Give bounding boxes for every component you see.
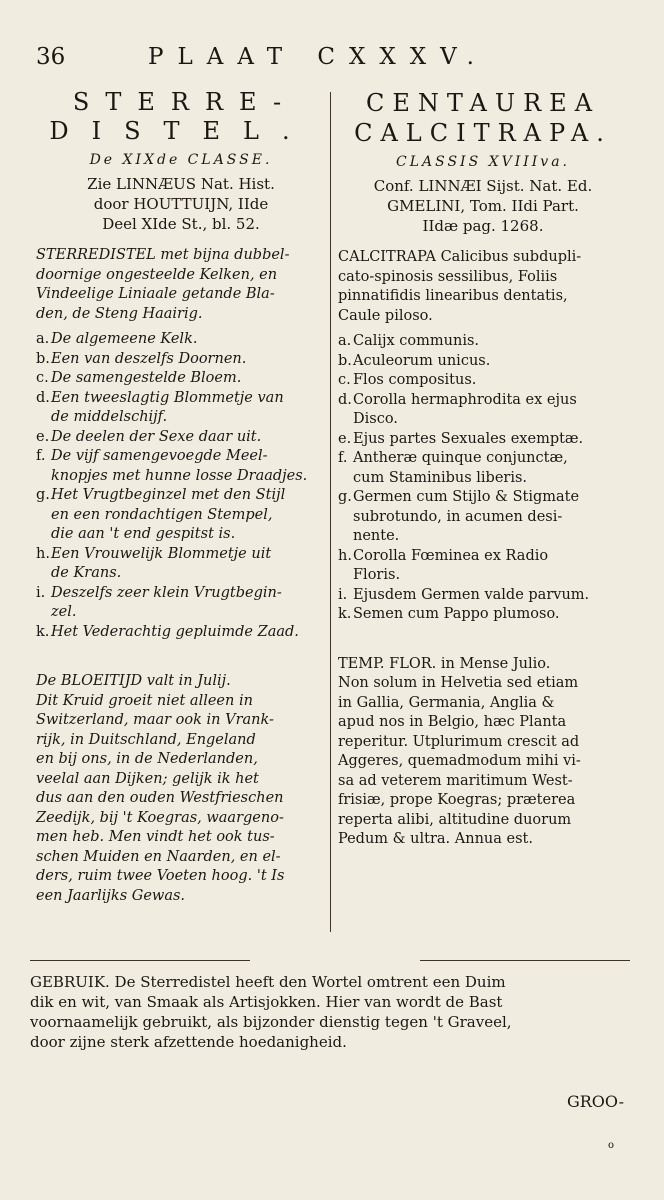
- part-item: [36, 350, 326, 370]
- dutch-flowering-line: en bij ons, in de Nederlanden,: [36, 751, 258, 767]
- latin-flowering-line: sa ad veterem maritimum West-: [338, 772, 573, 789]
- part-text: [51, 486, 326, 545]
- part-item: [338, 332, 628, 352]
- part-text: [353, 449, 628, 488]
- part-item: [36, 545, 326, 584]
- latin-desc-line: cato-spinosis sessilibus, Foliis: [338, 268, 558, 285]
- latin-name-line1: CENTAUREA: [365, 89, 601, 117]
- part-letter: k.: [338, 606, 352, 622]
- part-text: [353, 332, 628, 352]
- dutch-desc-line: den, de Steng Haairig.: [36, 305, 203, 322]
- part-text: [51, 369, 326, 389]
- dutch-class: De XIXde CLASSE.: [89, 152, 273, 168]
- part-text-line: Een Vrouwelijk Blommetje uit: [51, 545, 272, 562]
- part-letter: g.: [338, 489, 352, 505]
- part-letter: h.: [36, 545, 50, 562]
- part-letter: h.: [338, 547, 352, 564]
- part-item: [338, 430, 628, 450]
- part-text-line: De samengestelde Bloem.: [51, 370, 242, 386]
- latin-desc-line: pinnatifidis linearibus dentatis,: [338, 288, 568, 304]
- latin-flowering-line: Aggeres, quemadmodum mihi vi-: [338, 753, 581, 769]
- dutch-flowering-line: dus aan den ouden Westfrieschen: [36, 790, 284, 806]
- part-item: [36, 623, 326, 643]
- part-letter: g.: [36, 487, 50, 503]
- part-text-line: Floris.: [353, 567, 401, 583]
- part-item: [338, 371, 628, 391]
- dutch-flowering-line: een Jaarlijks Gewas.: [36, 887, 186, 904]
- part-letter: e.: [338, 430, 352, 447]
- part-text-line: Corolla Fœminea ex Radio: [353, 547, 549, 564]
- latin-ref-line: IIdæ pag. 1268.: [422, 217, 544, 235]
- part-letter: d.: [338, 391, 352, 408]
- usage-line: GEBRUIK. De Sterredistel heeft den Wortel omtrent een Duim: [30, 973, 506, 991]
- dutch-name-line2: DISTEL.: [49, 117, 313, 145]
- part-item: [36, 428, 326, 448]
- part-text: [353, 371, 628, 391]
- part-text-line: knopjes met hunne losse Draadjes.: [51, 467, 308, 484]
- part-item: [36, 447, 326, 486]
- dutch-desc-line: doornige ongesteelde Kelken, en: [36, 266, 278, 283]
- part-letter: d.: [36, 389, 50, 406]
- latin-name-line2: CALCITRAPA.: [354, 119, 612, 147]
- part-text-line: Semen cum Pappo plumoso.: [353, 606, 560, 622]
- dutch-flowering-line: veelal aan Dijken; gelijk ik het: [36, 770, 259, 787]
- horizontal-rule-left: [30, 960, 250, 961]
- part-item: [338, 488, 628, 547]
- part-text-line: nente.: [353, 528, 400, 544]
- part-text: [51, 428, 326, 448]
- plate-title: PLAAT CXXXV.: [148, 44, 488, 70]
- signature-mark: o: [607, 1140, 614, 1151]
- part-text: [51, 447, 326, 486]
- dutch-flowering-line: Switzerland, maar ook in Vrank-: [36, 712, 274, 728]
- part-text-line: cum Staminibus liberis.: [353, 469, 528, 486]
- latin-flowering-line: reperitur. Utplurimum crescit ad: [338, 733, 580, 750]
- part-text: [51, 330, 326, 350]
- part-text-line: Calijx communis.: [353, 333, 480, 349]
- part-letter: k.: [36, 623, 50, 640]
- part-item: [36, 369, 326, 389]
- part-text-line: die aan 't end gespitst is.: [51, 526, 236, 542]
- part-text-line: zel.: [51, 604, 77, 620]
- page-number: 36: [36, 44, 66, 70]
- part-text-line: Antheræ quinque conjunctæ,: [353, 450, 568, 466]
- part-letter: f.: [338, 450, 348, 466]
- part-text: [353, 488, 628, 547]
- latin-flowering-line: reperta alibi, altitudine duorum: [338, 811, 572, 828]
- part-text: [51, 389, 326, 428]
- dutch-ref-line: Zie LINNÆUS Nat. Hist.: [87, 175, 275, 193]
- part-text: [353, 430, 628, 450]
- part-text: [51, 350, 326, 370]
- part-item: [36, 389, 326, 428]
- part-item: [338, 605, 628, 625]
- part-text: [353, 605, 628, 625]
- catchword: GROO-: [566, 1092, 624, 1111]
- dutch-flowering-line: schen Muiden en Naarden, en el-: [36, 848, 281, 865]
- dutch-description: [36, 246, 326, 324]
- part-text-line: subrotundo, in acumen desi-: [353, 508, 563, 525]
- dutch-desc-line: Vindeelige Liniaale getande Bla-: [36, 286, 275, 302]
- part-text: [51, 623, 326, 643]
- part-text-line: Ejus partes Sexuales exemptæ.: [353, 430, 584, 447]
- part-text-line: Flos compositus.: [353, 372, 477, 388]
- part-letter: c.: [36, 370, 49, 386]
- latin-desc-line: CALCITRAPA Calicibus subdupli-: [338, 249, 582, 265]
- latin-flowering-line: in Gallia, Germania, Anglia &: [338, 694, 555, 711]
- part-text-line: Aculeorum unicus.: [353, 352, 491, 369]
- part-text: [353, 586, 628, 606]
- latin-reference: [338, 176, 628, 236]
- dutch-flowering-line: Zeedijk, bij 't Koegras, waargeno-: [36, 809, 284, 826]
- latin-column: [338, 88, 628, 850]
- latin-ref-line: GMELINI, Tom. IIdi Part.: [387, 197, 579, 215]
- dutch-ref-line: Deel XIde St., bl. 52.: [102, 215, 260, 233]
- latin-flowering-line: apud nos in Belgio, hæc Planta: [338, 714, 567, 730]
- latin-desc-line: Caule piloso.: [338, 307, 433, 324]
- dutch-desc-line: STERREDISTEL met bijna dubbel-: [36, 247, 290, 263]
- dutch-name-line1: STERRE-: [72, 88, 298, 116]
- part-letter: b.: [338, 352, 352, 369]
- part-item: [338, 391, 628, 430]
- part-text-line: en een rondachtigen Stempel,: [51, 506, 273, 523]
- usage-line: dik en wit, van Smaak als Artisjokken. Hier van wordt de Bast: [30, 993, 503, 1011]
- part-text-line: Disco.: [353, 411, 398, 427]
- part-text: [51, 584, 326, 623]
- part-letter: a.: [36, 331, 50, 347]
- column-divider: [330, 92, 331, 932]
- part-letter: i.: [338, 586, 348, 603]
- latin-flowering-line: TEMP. FLOR. in Mense Julio.: [338, 655, 551, 672]
- dutch-parts-list: [36, 330, 326, 642]
- part-item: [36, 486, 326, 545]
- dutch-reference: [36, 174, 326, 234]
- part-text-line: Ejusdem Germen valde parvum.: [353, 586, 590, 603]
- part-item: [338, 547, 628, 586]
- latin-parts-list: [338, 332, 628, 625]
- part-text-line: de middelschijf.: [51, 409, 168, 425]
- latin-flowering-text: [338, 655, 628, 850]
- part-item: [338, 449, 628, 488]
- dutch-flowering-line: Dit Kruid groeit niet alleen in: [36, 692, 253, 709]
- usage-paragraph: [30, 972, 630, 1052]
- latin-class: CLASSIS XVIIIva.: [396, 154, 570, 170]
- part-text-line: Corolla hermaphrodita ex ejus: [353, 391, 577, 408]
- part-text-line: Het Vederachtig gepluimde Zaad.: [51, 623, 299, 640]
- usage-line: voornaamelijk gebruikt, als bijzonder dienstig tegen 't Graveel,: [30, 1013, 512, 1031]
- part-text-line: De algemeene Kelk.: [51, 331, 198, 347]
- dutch-flowering-line: rijk, in Duitschland, Engeland: [36, 731, 256, 748]
- latin-ref-line: Conf. LINNÆI Sijst. Nat. Ed.: [373, 177, 593, 195]
- part-letter: a.: [338, 333, 352, 349]
- part-text: [353, 391, 628, 430]
- latin-flowering-line: Non solum in Helvetia sed etiam: [338, 675, 579, 691]
- part-text-line: Een van deszelfs Doornen.: [51, 350, 247, 367]
- part-text-line: de Krans.: [51, 565, 122, 581]
- dutch-flowering-line: men heb. Men vindt het ook tus-: [36, 829, 275, 845]
- part-letter: b.: [36, 350, 50, 367]
- latin-description: [338, 248, 628, 326]
- part-text-line: De deelen der Sexe daar uit.: [51, 428, 262, 445]
- part-text-line: Deszelfs zeer klein Vrugtbegin-: [51, 584, 282, 601]
- part-text: [353, 352, 628, 372]
- part-text-line: Een tweeslagtig Blommetje van: [51, 389, 284, 406]
- part-item: [36, 330, 326, 350]
- part-text-line: Germen cum Stijlo & Stigmate: [353, 489, 580, 505]
- latin-flowering-line: Pedum & ultra. Annua est.: [338, 831, 533, 847]
- part-text-line: Het Vrugtbeginzel met den Stijl: [51, 487, 286, 503]
- dutch-column: [36, 88, 326, 906]
- part-item: [338, 586, 628, 606]
- part-text-line: De vijf samengevoegde Meel-: [51, 448, 268, 464]
- part-letter: i.: [36, 584, 46, 601]
- dutch-flowering-line: ders, ruim twee Voeten hoog. 't Is: [36, 868, 285, 884]
- part-letter: e.: [36, 428, 50, 445]
- part-item: [338, 352, 628, 372]
- latin-flowering-line: frisiæ, prope Koegras; præterea: [338, 792, 576, 808]
- dutch-flowering-line: De BLOEITIJD valt in Julij.: [36, 673, 231, 689]
- usage-line: door zijne sterk afzettende hoedanigheid.: [30, 1033, 347, 1051]
- part-text: [353, 547, 628, 586]
- horizontal-rule-right: [420, 960, 630, 961]
- page-header: [36, 44, 644, 80]
- dutch-flowering-text: [36, 672, 326, 906]
- part-item: [36, 584, 326, 623]
- part-text: [51, 545, 326, 584]
- part-letter: c.: [338, 372, 351, 388]
- dutch-ref-line: door HOUTTUIJN, IIde: [93, 195, 269, 213]
- part-letter: f.: [36, 448, 46, 464]
